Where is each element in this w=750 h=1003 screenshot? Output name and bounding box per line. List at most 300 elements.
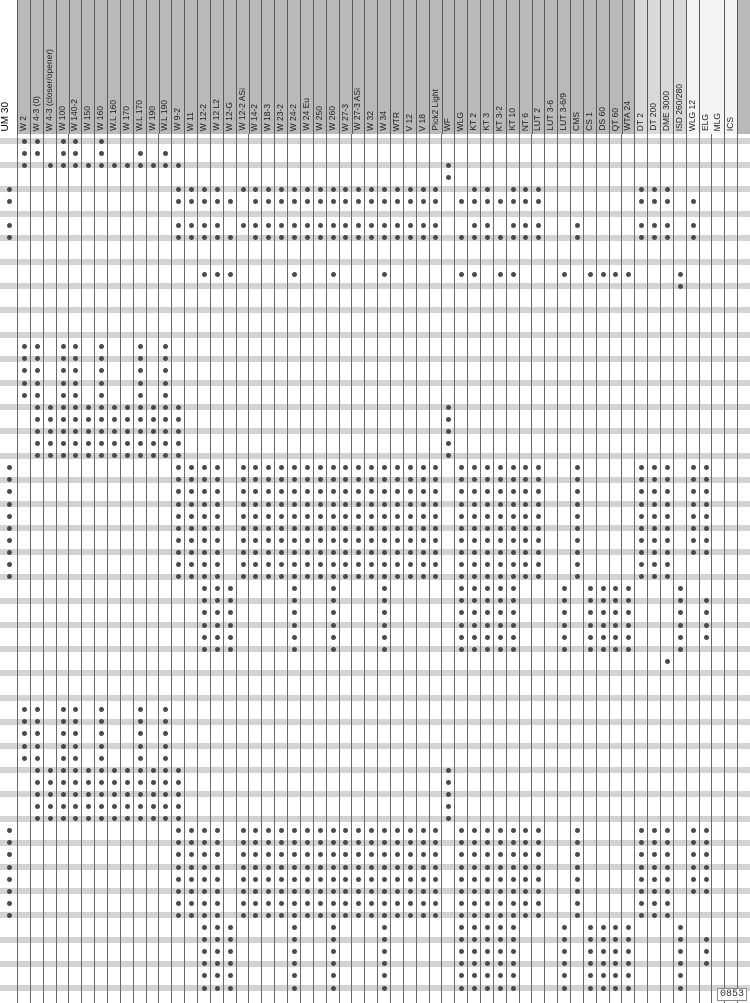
compatibility-dot <box>356 828 361 833</box>
column-header <box>584 0 597 134</box>
compatibility-dot <box>523 187 528 192</box>
compatibility-dot <box>421 889 426 894</box>
column-gridline <box>699 134 700 1003</box>
compatibility-dot <box>189 223 194 228</box>
compatibility-dot <box>652 199 657 204</box>
compatibility-dot <box>459 635 464 640</box>
compatibility-dot <box>215 199 220 204</box>
compatibility-dot <box>691 514 696 519</box>
compatibility-dot <box>498 538 503 543</box>
compatibility-dot <box>138 405 143 410</box>
compatibility-dot <box>202 647 207 652</box>
column-gridline <box>416 134 417 1003</box>
column-header <box>262 0 275 134</box>
column-header <box>18 0 31 134</box>
column-header <box>147 0 160 134</box>
compatibility-dot <box>665 514 670 519</box>
compatibility-dot <box>382 574 387 579</box>
compatibility-dot <box>511 647 516 652</box>
compatibility-dot <box>163 744 168 749</box>
compatibility-dot <box>215 272 220 277</box>
compatibility-dot <box>408 828 413 833</box>
compatibility-dot <box>639 502 644 507</box>
column-header-label: W 190 <box>146 106 157 131</box>
compatibility-dot <box>163 151 168 156</box>
compatibility-dot <box>421 477 426 482</box>
compatibility-dot <box>613 937 618 942</box>
compatibility-dot <box>253 550 258 555</box>
compatibility-dot <box>228 199 233 204</box>
compatibility-dot <box>511 877 516 882</box>
compatibility-dot <box>575 865 580 870</box>
column-header-label: WTR <box>390 111 401 131</box>
compatibility-dot <box>613 949 618 954</box>
row-stripe <box>0 670 750 676</box>
compatibility-dot <box>678 925 683 930</box>
compatibility-dot <box>498 913 503 918</box>
compatibility-dot <box>626 986 631 991</box>
compatibility-dot <box>202 465 207 470</box>
compatibility-dot <box>228 598 233 603</box>
column-header-label: W 11 <box>185 111 196 131</box>
compatibility-dot <box>421 489 426 494</box>
compatibility-dot <box>356 550 361 555</box>
compatibility-dot <box>73 707 78 712</box>
compatibility-dot <box>511 865 516 870</box>
compatibility-dot <box>639 550 644 555</box>
compatibility-dot <box>639 514 644 519</box>
compatibility-dot <box>665 465 670 470</box>
compatibility-dot <box>601 647 606 652</box>
compatibility-dot <box>202 562 207 567</box>
compatibility-dot <box>369 465 374 470</box>
compatibility-dot <box>665 901 670 906</box>
compatibility-dot <box>61 768 66 773</box>
compatibility-dot <box>305 877 310 882</box>
compatibility-dot <box>652 852 657 857</box>
compatibility-dot <box>369 235 374 240</box>
compatibility-dot <box>485 187 490 192</box>
compatibility-dot <box>575 235 580 240</box>
column-gridline <box>441 134 442 1003</box>
compatibility-dot <box>459 526 464 531</box>
column-header <box>249 0 262 134</box>
compatibility-dot <box>678 586 683 591</box>
compatibility-dot <box>588 949 593 954</box>
compatibility-dot <box>215 623 220 628</box>
compatibility-dot <box>652 223 657 228</box>
compatibility-dot <box>73 768 78 773</box>
compatibility-dot <box>446 163 451 168</box>
compatibility-dot <box>433 502 438 507</box>
compatibility-dot <box>73 163 78 168</box>
compatibility-dot <box>202 477 207 482</box>
column-header-label: W 12-G <box>223 101 234 131</box>
compatibility-dot <box>691 489 696 494</box>
compatibility-dot <box>331 502 336 507</box>
column-header <box>545 0 558 134</box>
compatibility-dot <box>498 598 503 603</box>
row-stripe <box>0 985 750 991</box>
compatibility-dot <box>215 889 220 894</box>
compatibility-dot <box>562 635 567 640</box>
column-gridline <box>274 134 275 1003</box>
compatibility-dot <box>176 828 181 833</box>
compatibility-dot <box>588 986 593 991</box>
compatibility-dot <box>125 429 130 434</box>
compatibility-dot <box>99 356 104 361</box>
compatibility-dot <box>356 477 361 482</box>
compatibility-dot <box>279 877 284 882</box>
compatibility-dot <box>48 429 53 434</box>
compatibility-dot <box>151 780 156 785</box>
compatibility-dot <box>61 393 66 398</box>
column-header <box>237 0 250 134</box>
compatibility-dot <box>7 477 12 482</box>
compatibility-dot <box>459 514 464 519</box>
compatibility-dot <box>253 889 258 894</box>
compatibility-dot <box>408 235 413 240</box>
compatibility-dot <box>498 961 503 966</box>
compatibility-dot <box>99 441 104 446</box>
compatibility-dot <box>86 816 91 821</box>
compatibility-dot <box>382 235 387 240</box>
compatibility-dot <box>459 465 464 470</box>
column-header-label: KT 3-2 <box>493 105 504 131</box>
compatibility-dot <box>356 889 361 894</box>
compatibility-dot <box>215 852 220 857</box>
compatibility-dot <box>228 973 233 978</box>
column-header <box>635 0 648 134</box>
compatibility-dot <box>112 804 117 809</box>
column-header <box>224 0 237 134</box>
compatibility-dot <box>292 235 297 240</box>
compatibility-dot <box>704 477 709 482</box>
compatibility-dot <box>253 526 258 531</box>
compatibility-dot <box>498 889 503 894</box>
compatibility-dot <box>613 272 618 277</box>
column-gridline <box>583 134 584 1003</box>
compatibility-dot <box>536 199 541 204</box>
column-gridline <box>30 134 31 1003</box>
compatibility-dot <box>151 429 156 434</box>
compatibility-dot <box>588 647 593 652</box>
compatibility-dot <box>485 223 490 228</box>
compatibility-dot <box>228 635 233 640</box>
compatibility-dot <box>305 562 310 567</box>
compatibility-dot <box>665 199 670 204</box>
compatibility-dot <box>279 526 284 531</box>
compatibility-dot <box>318 187 323 192</box>
compatibility-dot <box>202 489 207 494</box>
compatibility-dot <box>408 502 413 507</box>
compatibility-dot <box>61 405 66 410</box>
compatibility-dot <box>279 550 284 555</box>
compatibility-dot <box>305 550 310 555</box>
compatibility-dot <box>48 441 53 446</box>
compatibility-dot <box>35 151 40 156</box>
page-number: 0853 <box>717 988 747 1001</box>
compatibility-dot <box>292 986 297 991</box>
compatibility-dot <box>99 453 104 458</box>
column-header-label: LUT 3-6/9 <box>558 93 569 131</box>
compatibility-dot <box>73 744 78 749</box>
column-header-label: W.L 160 <box>108 100 119 131</box>
compatibility-dot <box>485 489 490 494</box>
compatibility-dot <box>472 477 477 482</box>
compatibility-dot <box>202 502 207 507</box>
compatibility-dot <box>601 986 606 991</box>
compatibility-dot <box>356 235 361 240</box>
compatibility-dot <box>7 877 12 882</box>
column-header-label: WLG 12 <box>686 99 697 131</box>
compatibility-dot <box>215 937 220 942</box>
row-stripe <box>0 598 750 604</box>
row-stripe <box>0 840 750 846</box>
compatibility-dot <box>125 163 130 168</box>
compatibility-dot <box>253 502 258 507</box>
compatibility-dot <box>176 538 181 543</box>
column-header <box>352 0 365 134</box>
compatibility-dot <box>305 840 310 845</box>
compatibility-dot <box>138 707 143 712</box>
column-gridline <box>287 134 288 1003</box>
compatibility-dot <box>446 429 451 434</box>
compatibility-dot <box>163 441 168 446</box>
column-gridline <box>56 134 57 1003</box>
compatibility-dot <box>459 538 464 543</box>
compatibility-dot <box>318 223 323 228</box>
compatibility-dot <box>433 538 438 543</box>
compatibility-dot <box>665 187 670 192</box>
column-header <box>622 0 635 134</box>
compatibility-dot <box>189 913 194 918</box>
compatibility-dot <box>318 562 323 567</box>
compatibility-dot <box>421 562 426 567</box>
row-stripe <box>0 719 750 725</box>
compatibility-dot <box>253 538 258 543</box>
compatibility-dot <box>35 453 40 458</box>
compatibility-dot <box>511 526 516 531</box>
compatibility-dot <box>241 852 246 857</box>
compatibility-dot <box>562 925 567 930</box>
compatibility-dot <box>331 550 336 555</box>
compatibility-dot <box>343 235 348 240</box>
compatibility-dot <box>536 514 541 519</box>
column-header <box>314 0 327 134</box>
compatibility-dot <box>498 550 503 555</box>
compatibility-dot <box>498 526 503 531</box>
compatibility-dot <box>395 889 400 894</box>
compatibility-dot <box>588 598 593 603</box>
compatibility-dot <box>588 635 593 640</box>
compatibility-dot <box>215 961 220 966</box>
compatibility-dot <box>485 574 490 579</box>
compatibility-dot <box>138 719 143 724</box>
compatibility-dot <box>279 538 284 543</box>
compatibility-dot <box>48 163 53 168</box>
column-gridline <box>94 134 95 1003</box>
compatibility-dot <box>7 889 12 894</box>
compatibility-dot <box>61 453 66 458</box>
column-gridline <box>261 134 262 1003</box>
compatibility-dot <box>665 840 670 845</box>
compatibility-dot <box>472 526 477 531</box>
compatibility-dot <box>356 223 361 228</box>
compatibility-dot <box>151 163 156 168</box>
compatibility-dot <box>215 925 220 930</box>
compatibility-dot <box>343 465 348 470</box>
compatibility-dot <box>485 562 490 567</box>
compatibility-dot <box>318 574 323 579</box>
compatibility-dot <box>151 417 156 422</box>
compatibility-dot <box>305 514 310 519</box>
compatibility-dot <box>446 792 451 797</box>
column-header-label: CMS <box>570 112 581 131</box>
column-header <box>558 0 571 134</box>
compatibility-dot <box>163 707 168 712</box>
compatibility-dot <box>472 465 477 470</box>
compatibility-dot <box>459 828 464 833</box>
column-gridline <box>519 134 520 1003</box>
compatibility-dot <box>575 562 580 567</box>
column-header-label: NT 6 <box>519 112 530 131</box>
compatibility-dot <box>536 562 541 567</box>
compatibility-dot <box>331 889 336 894</box>
compatibility-dot <box>639 199 644 204</box>
compatibility-dot <box>369 199 374 204</box>
compatibility-dot <box>704 623 709 628</box>
compatibility-dot <box>369 562 374 567</box>
compatibility-dot <box>138 780 143 785</box>
compatibility-dot <box>305 502 310 507</box>
column-header <box>340 0 353 134</box>
compatibility-dot <box>99 405 104 410</box>
compatibility-dot <box>356 526 361 531</box>
compatibility-dot <box>163 368 168 373</box>
column-header-label: W 4-3 (0) <box>30 95 41 131</box>
compatibility-dot <box>511 913 516 918</box>
compatibility-dot <box>61 139 66 144</box>
compatibility-dot <box>382 647 387 652</box>
compatibility-dot <box>266 852 271 857</box>
compatibility-dot <box>652 865 657 870</box>
compatibility-dot <box>498 586 503 591</box>
compatibility-dot <box>22 707 27 712</box>
compatibility-dot <box>189 538 194 543</box>
compatibility-dot <box>459 647 464 652</box>
compatibility-dot <box>331 526 336 531</box>
compatibility-dot <box>665 538 670 543</box>
compatibility-dot <box>176 163 181 168</box>
compatibility-dot <box>279 901 284 906</box>
compatibility-dot <box>215 973 220 978</box>
compatibility-dot <box>318 502 323 507</box>
compatibility-dot <box>498 574 503 579</box>
compatibility-dot <box>292 852 297 857</box>
compatibility-dot <box>704 514 709 519</box>
compatibility-dot <box>472 562 477 567</box>
compatibility-dot <box>7 852 12 857</box>
compatibility-dot <box>189 187 194 192</box>
column-gridline <box>403 134 404 1003</box>
compatibility-dot <box>536 550 541 555</box>
column-header <box>301 0 314 134</box>
compatibility-dot <box>305 865 310 870</box>
compatibility-dot <box>48 804 53 809</box>
compatibility-dot <box>99 768 104 773</box>
compatibility-dot <box>176 526 181 531</box>
compatibility-dot <box>395 502 400 507</box>
compatibility-dot <box>665 235 670 240</box>
compatibility-dot <box>253 913 258 918</box>
compatibility-dot <box>498 877 503 882</box>
compatibility-dot <box>241 514 246 519</box>
compatibility-dot <box>292 586 297 591</box>
column-header-label: W 9-2 <box>172 108 183 131</box>
compatibility-dot <box>652 538 657 543</box>
compatibility-dot <box>163 417 168 422</box>
compatibility-dot <box>408 562 413 567</box>
column-gridline <box>43 134 44 1003</box>
compatibility-dot <box>369 550 374 555</box>
column-gridline <box>248 134 249 1003</box>
compatibility-dot <box>202 925 207 930</box>
compatibility-dot <box>472 199 477 204</box>
compatibility-dot <box>511 610 516 615</box>
compatibility-dot <box>536 465 541 470</box>
compatibility-dot <box>7 840 12 845</box>
compatibility-dot <box>215 828 220 833</box>
compatibility-dot <box>639 877 644 882</box>
compatibility-dot <box>189 502 194 507</box>
compatibility-dot <box>523 901 528 906</box>
column-header-label: W 23-2 <box>275 103 286 131</box>
compatibility-dot <box>511 961 516 966</box>
compatibility-dot <box>343 574 348 579</box>
compatibility-dot <box>266 199 271 204</box>
compatibility-dot <box>588 925 593 930</box>
compatibility-dot <box>523 550 528 555</box>
compatibility-dot <box>498 901 503 906</box>
compatibility-dot <box>125 792 130 797</box>
compatibility-dot <box>343 901 348 906</box>
compatibility-dot <box>279 889 284 894</box>
compatibility-dot <box>318 199 323 204</box>
compatibility-dot <box>408 477 413 482</box>
compatibility-dot <box>241 889 246 894</box>
compatibility-dot <box>472 538 477 543</box>
compatibility-dot <box>331 272 336 277</box>
compatibility-dot <box>99 429 104 434</box>
compatibility-dot <box>176 199 181 204</box>
compatibility-dot <box>125 816 130 821</box>
compatibility-dot <box>472 937 477 942</box>
compatibility-dot <box>472 574 477 579</box>
compatibility-dot <box>228 949 233 954</box>
compatibility-dot <box>292 477 297 482</box>
compatibility-dot <box>459 199 464 204</box>
compatibility-dot <box>691 840 696 845</box>
compatibility-dot <box>485 526 490 531</box>
compatibility-dot <box>202 550 207 555</box>
compatibility-dot <box>704 489 709 494</box>
compatibility-dot <box>459 574 464 579</box>
compatibility-dot <box>652 502 657 507</box>
compatibility-dot <box>266 187 271 192</box>
compatibility-dot <box>433 223 438 228</box>
compatibility-dot <box>61 804 66 809</box>
